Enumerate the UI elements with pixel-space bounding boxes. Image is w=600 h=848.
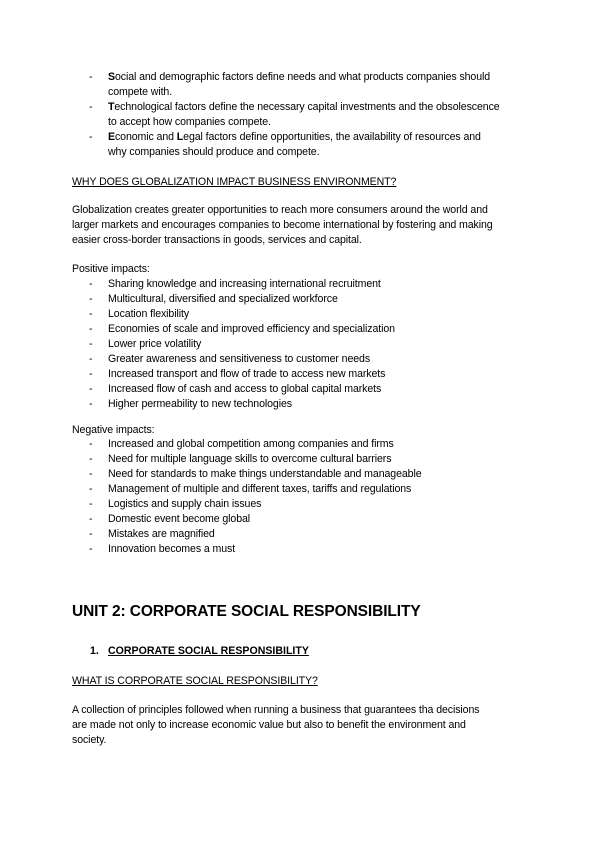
paragraph-line: larger markets and encourages companies to become international by fostering and making <box>72 219 493 231</box>
list-item <box>72 130 542 160</box>
list-item-text: Need for multiple language skills to overcome cultural barriers <box>108 453 392 465</box>
list-item-text: Mistakes are magnified <box>108 528 215 540</box>
list-dash: - <box>89 483 93 495</box>
bold-initial: E <box>108 131 115 143</box>
list-dash: - <box>89 71 93 83</box>
paragraph-line: A collection of principles followed when running a business that guarantees tha decisions <box>72 704 480 716</box>
paragraph-line: are made not only to increase economic value but also to benefit the environment and <box>72 719 466 731</box>
list-item-text: Economies of scale and improved efficiency and specialization <box>108 323 395 335</box>
list-dash: - <box>89 543 93 555</box>
factors-list <box>72 70 542 160</box>
list-item-text: ocial and demographic factors define needs and what products companies should <box>114 71 491 83</box>
list-item-text: Domestic event become global <box>108 513 251 525</box>
list-dash: - <box>89 513 93 525</box>
positive-impacts-list <box>72 277 542 412</box>
list-item-text: Management of multiple and different taxes, tariffs and regulations <box>108 483 412 495</box>
list-dash: - <box>89 398 93 410</box>
list-dash: - <box>89 438 93 450</box>
list-item <box>72 277 542 292</box>
list-item <box>72 497 542 512</box>
list-item <box>72 307 542 322</box>
list-item <box>72 397 542 412</box>
list-dash: - <box>89 353 93 365</box>
list-item <box>72 100 542 130</box>
list-dash: - <box>89 368 93 380</box>
list-dash: - <box>89 323 93 335</box>
list-item <box>72 382 542 397</box>
list-item-text: egal factors define opportunities, the availability of resources and <box>183 131 481 143</box>
what-is-csr-heading: WHAT IS CORPORATE SOCIAL RESPONSIBILITY? <box>72 675 318 687</box>
list-dash: - <box>89 468 93 480</box>
paragraph-line: Globalization creates greater opportunities to reach more consumers around the world and <box>72 204 488 216</box>
list-dash: - <box>89 383 93 395</box>
list-item <box>72 70 542 100</box>
negative-impacts-label: Negative impacts: <box>72 424 155 436</box>
globalization-paragraph <box>72 203 542 248</box>
list-dash: - <box>89 131 93 143</box>
list-item-text: Higher permeability to new technologies <box>108 398 292 410</box>
negative-impacts-list <box>72 437 542 557</box>
list-item <box>72 482 542 497</box>
list-item <box>72 452 542 467</box>
positive-impacts-label: Positive impacts: <box>72 263 150 275</box>
list-item <box>72 437 542 452</box>
bold-initial: T <box>108 101 115 113</box>
list-item-text: Sharing knowledge and increasing international recruitment <box>108 278 381 290</box>
list-dash: - <box>89 293 93 305</box>
list-item <box>72 542 542 557</box>
section-label: CORPORATE SOCIAL RESPONSIBILITY <box>108 645 309 657</box>
list-item <box>72 337 542 352</box>
list-item-text-cont: compete with. <box>108 86 173 98</box>
list-item-text-cont: to accept how companies compete. <box>108 116 271 128</box>
list-item-text: Lower price volatility <box>108 338 202 350</box>
list-item-text: Greater awareness and sensitiveness to customer needs <box>108 353 371 365</box>
paragraph-line: easier cross-border transactions in goods, services and capital. <box>72 234 362 246</box>
list-item-text: Multicultural, diversified and specialized workforce <box>108 293 338 305</box>
list-item <box>72 367 542 382</box>
list-item <box>72 512 542 527</box>
unit-title: UNIT 2: CORPORATE SOCIAL RESPONSIBILITY <box>72 603 421 620</box>
section-number: 1. <box>90 645 99 657</box>
list-item <box>72 322 542 337</box>
list-item-text: Need for standards to make things understandable and manageable <box>108 468 422 480</box>
list-dash: - <box>89 101 93 113</box>
list-item <box>72 467 542 482</box>
list-item-text: Increased flow of cash and access to global capital markets <box>108 383 382 395</box>
bold-initial: L <box>176 131 184 143</box>
list-item-text-cont: why companies should produce and compete. <box>108 146 320 158</box>
list-dash: - <box>89 453 93 465</box>
list-dash: - <box>89 278 93 290</box>
section-heading <box>72 644 309 659</box>
list-item-text: Increased transport and flow of trade to access new markets <box>108 368 386 380</box>
csr-paragraph <box>72 703 542 748</box>
list-dash: - <box>89 528 93 540</box>
paragraph-line: society. <box>72 734 107 746</box>
list-item <box>72 292 542 307</box>
list-item <box>72 527 542 542</box>
list-item <box>72 352 542 367</box>
list-dash: - <box>89 498 93 510</box>
why-globalization-heading: WHY DOES GLOBALIZATION IMPACT BUSINESS ENVIRONMENT? <box>72 176 397 188</box>
list-dash: - <box>89 338 93 350</box>
list-item-text: conomic and <box>114 131 177 143</box>
list-item-text: echnological factors define the necessary capital investments and the obsolescence <box>114 101 500 113</box>
list-item-text: Innovation becomes a must <box>108 543 236 555</box>
list-dash: - <box>89 308 93 320</box>
bold-initial: S <box>108 71 115 83</box>
list-item-text: Location flexibility <box>108 308 190 320</box>
list-item-text: Increased and global competition among companies and firms <box>108 438 394 450</box>
list-item-text: Logistics and supply chain issues <box>108 498 262 510</box>
